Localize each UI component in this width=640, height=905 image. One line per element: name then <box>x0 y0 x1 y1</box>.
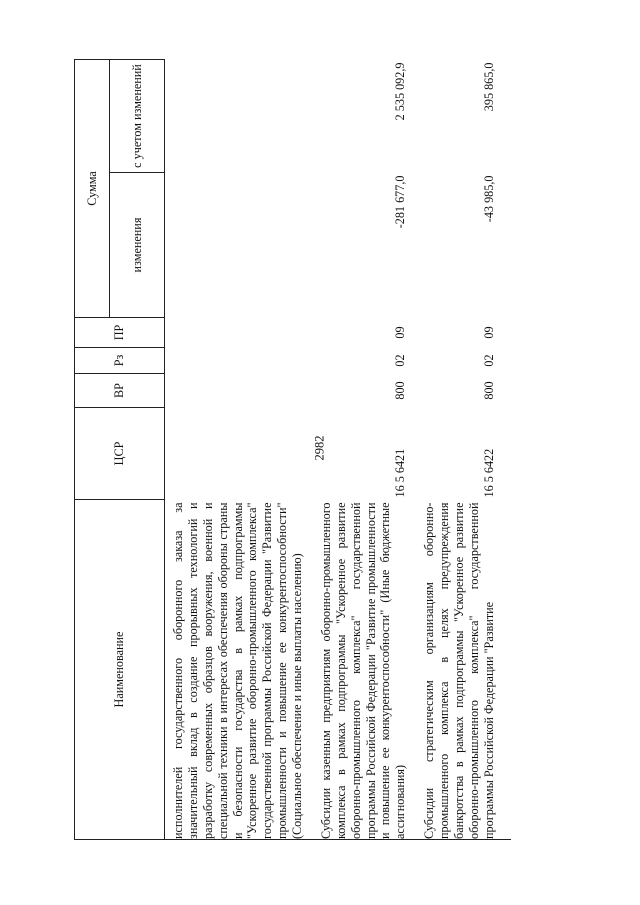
table-row <box>165 59 319 839</box>
header-with-changes: с учетом изменений <box>110 59 165 172</box>
row-with-changes: 395 865,0 <box>481 62 496 112</box>
row-changes: -43 985,0 <box>481 175 496 223</box>
table-row <box>319 59 422 839</box>
row-name: Субсидии казенным предприятиям оборонно-промышленного комплекса в рамках подпрограммы "Ускоренное развитие оборонно-промышленного комплекса" государственной программы Российской Федерации "Развитие промышленности и повышение ее конкурентоспособности" (Иные бюджетные ассигнования) <box>319 500 422 840</box>
header-pr: ПР <box>75 318 165 348</box>
header-sum: Сумма <box>75 59 110 317</box>
row-rz <box>165 348 319 374</box>
header-name: Наименование <box>75 500 165 840</box>
row-name: Субсидии стратегическим организациям оборонно-промышленного комплекса в целях предупреждения банкротства в рамках подпрограммы "Ускоренное развитие оборонно-промышленного комплекса" государственной программы Российской Федерации "Развитие <box>422 500 510 840</box>
row-rz: 02 <box>393 354 408 367</box>
page-number: 2982 <box>312 435 327 461</box>
table-row <box>422 59 510 839</box>
row-with-changes <box>165 59 319 172</box>
row-csr <box>165 408 319 500</box>
header-changes: изменения <box>110 173 165 318</box>
row-with-changes: 2 535 092,9 <box>393 62 408 121</box>
header-vr: ВР <box>75 374 165 408</box>
row-changes <box>165 173 319 318</box>
table-header <box>75 59 165 839</box>
budget-table-page <box>74 60 594 840</box>
row-pr <box>165 318 319 348</box>
row-vr <box>165 374 319 408</box>
row-pr: 09 <box>393 326 408 339</box>
header-csr: ЦСР <box>75 408 165 500</box>
row-pr: 09 <box>481 326 496 339</box>
row-name: исполнителей государственного оборонного заказа за значительный вклад в создание прорывных технологий и разработку современных образцов вооружения, военной и специальной техники в интересах обеспечения обороны страны и безопасности государства в рамках подпрограммы "Ускоренное развитие оборонно-промышленного комплекса" государственной программы Российской Федерации "Развитие промышленности и повышение ее конкурентоспособности" (Социальное обеспечение и иные выплаты населению) <box>165 500 319 840</box>
row-csr: 16 5 6421 <box>393 448 408 498</box>
row-changes: -281 677,0 <box>393 175 408 229</box>
row-vr: 800 <box>481 381 496 400</box>
table-body <box>165 59 511 839</box>
budget-table <box>74 59 511 840</box>
row-csr: 16 5 6422 <box>481 448 496 498</box>
row-rz: 02 <box>481 354 496 367</box>
header-rz: Рз <box>75 348 165 374</box>
row-vr: 800 <box>393 381 408 400</box>
